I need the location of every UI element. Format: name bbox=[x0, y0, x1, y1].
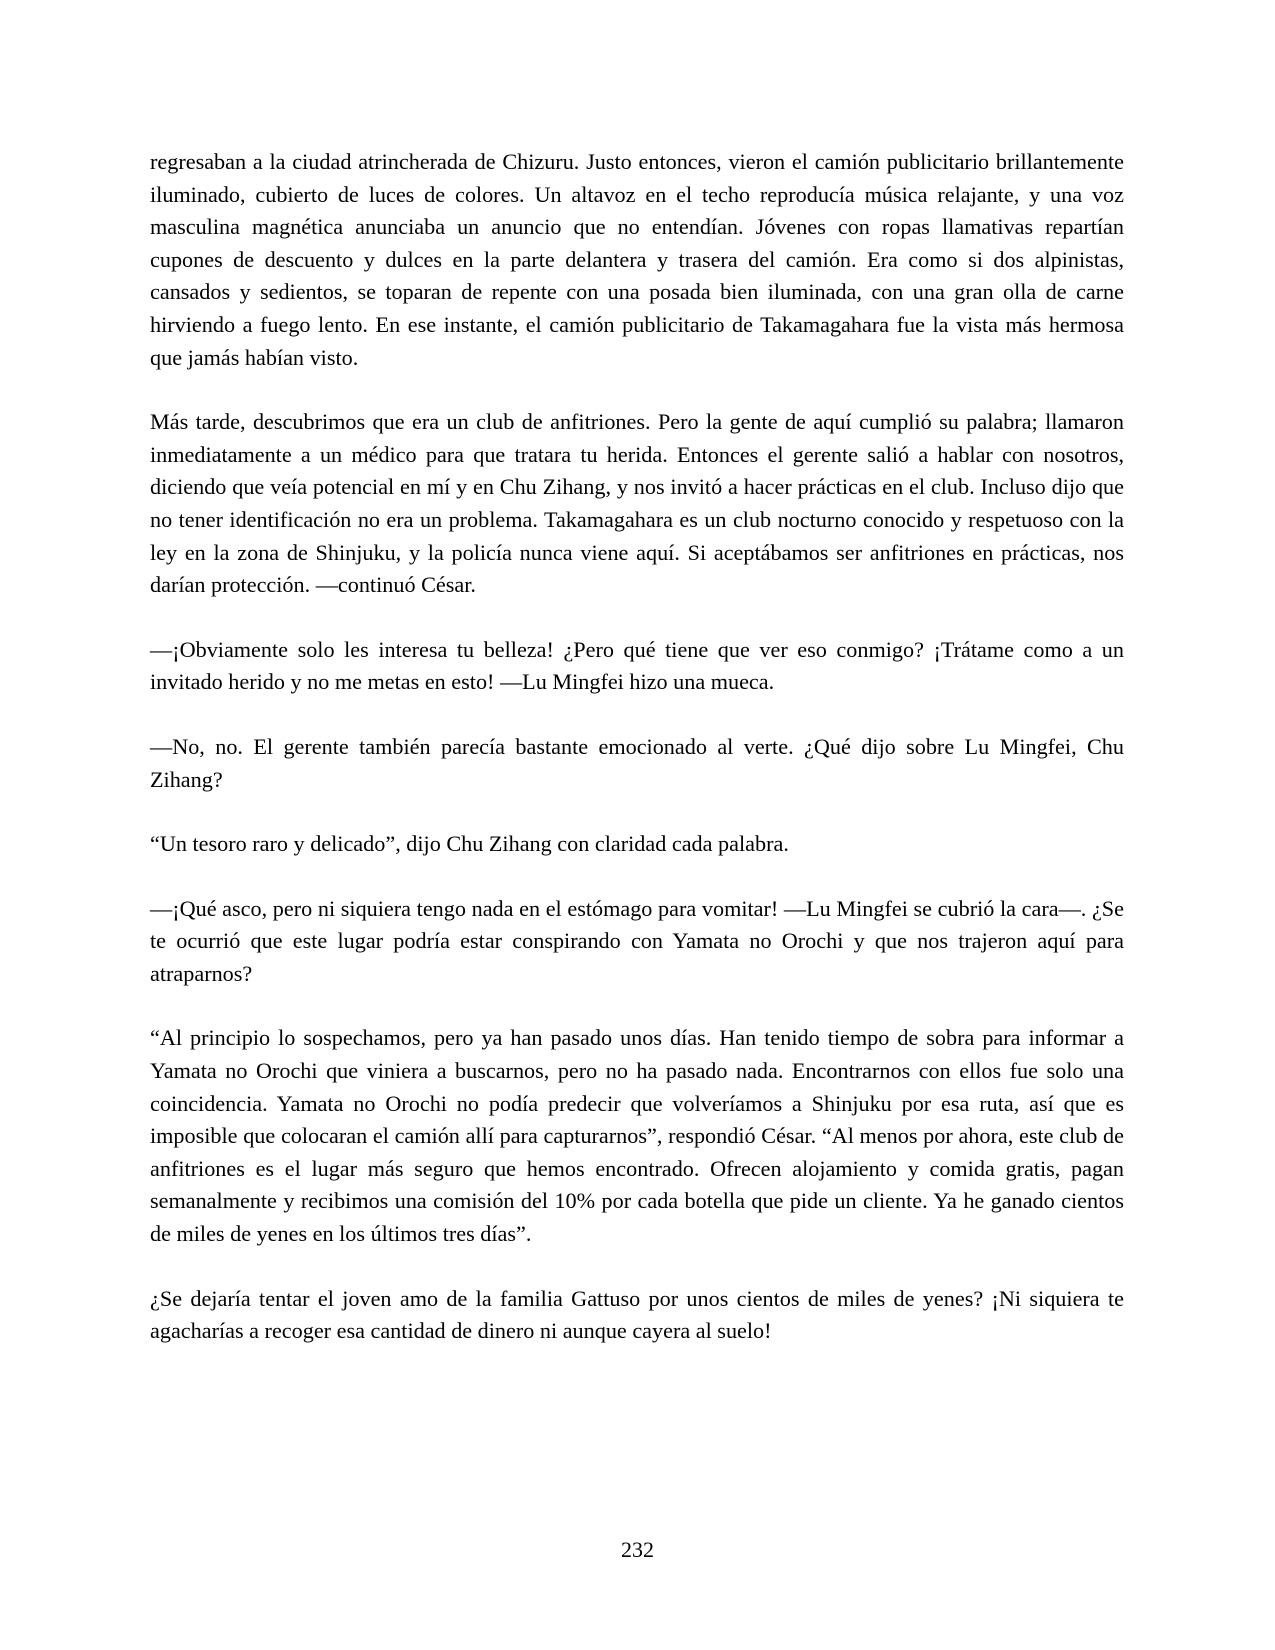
paragraph-narration-gattuso: ¿Se dejaría tentar el joven amo de la familia Gattuso por unos cientos de miles de yenes? ¡Ni siquiera te agacharías a recoger esa cantidad de dinero ni aunque cayera al suelo! bbox=[150, 1285, 1124, 1344]
body-text bbox=[150, 146, 1124, 1380]
paragraph-dialogue-cesar-1: —No, no. El gerente también parecía bastante emocionado al verte. ¿Qué dijo sobre Lu Mingfei, Chu Zihang? bbox=[150, 733, 1124, 792]
page-number: 232 bbox=[621, 1537, 654, 1562]
paragraph-dialogue-cesar-2: “Al principio lo sospechamos, pero ya han pasado unos días. Han tenido tiempo de sobra para informar a Yamata no Orochi que viniera a buscarnos, pero no ha pasado nada. Encontrarnos con ellos fue solo una coincidencia. Yamata no Orochi no podía predecir que volveríamos a Shinjuku por esa ruta, así que es imposible que colocaran el camión allí para capturarnos”, respondió César. “Al menos por ahora, este club de anfitriones es el lugar más seguro que hemos encontrado. Ofrecen alojamiento y comida gratis, pagan semanalmente y recibimos una comisión del 10% por cada botella que pide un cliente. Ya he ganado cientos de miles de yenes en los últimos tres días”. bbox=[150, 1025, 1124, 1247]
paragraph-dialogue-lu-mingfei-2: —¡Qué asco, pero ni siquiera tengo nada en el estómago para vomitar! —Lu Mingfei se cubrió la cara—. ¿Se te ocurrió que este lugar podría estar conspirando con Yamata no Orochi y que nos trajeron aquí para atraparnos? bbox=[150, 895, 1124, 986]
paragraph-host-club: Más tarde, descubrimos que era un club de anfitriones. Pero la gente de aquí cumplió su palabra; llamaron inmediatamente a un médico para que tratara tu herida. Entonces el gerente salió a hablar con nosotros, diciendo que veía potencial en mí y en Chu Zihang, y nos invitó a hacer prácticas en el club. Incluso dijo que no tener identificación no era un problema. Takamagahara es un club nocturno conocido y respetuoso con la ley en la zona de Shinjuku, y la policía nunca viene aquí. Si aceptábamos ser anfitriones en prácticas, nos darían protección. —continuó César. bbox=[150, 409, 1124, 598]
paragraph-dialogue-lu-mingfei-1: —¡Obviamente solo les interesa tu belleza! ¿Pero qué tiene que ver eso conmigo? ¡Trátame como a un invitado herido y no me metas en esto! —Lu Mingfei hizo una mueca. bbox=[150, 636, 1124, 695]
paragraph-narration-truck: regresaban a la ciudad atrincherada de Chizuru. Justo entonces, vieron el camión publicitario brillantemente iluminado, cubierto de luces de colores. Un altavoz en el techo reproducía música relajante, y una voz masculina magnética anunciaba un anuncio que no entendían. Jóvenes con ropas llamativas repartían cupones de descuento y dulces en la parte delantera y trasera del camión. Era como si dos alpinistas, cansados y sedientos, se toparan de repente con una posada bien iluminada, con una gran olla de carne hirviendo a fuego lento. En ese instante, el camión publicitario de Takamagahara fue la vista más hermosa que jamás habían visto. bbox=[150, 149, 1124, 370]
paragraph-dialogue-chu-zihang: “Un tesoro raro y delicado”, dijo Chu Zihang con claridad cada palabra. bbox=[150, 831, 789, 857]
